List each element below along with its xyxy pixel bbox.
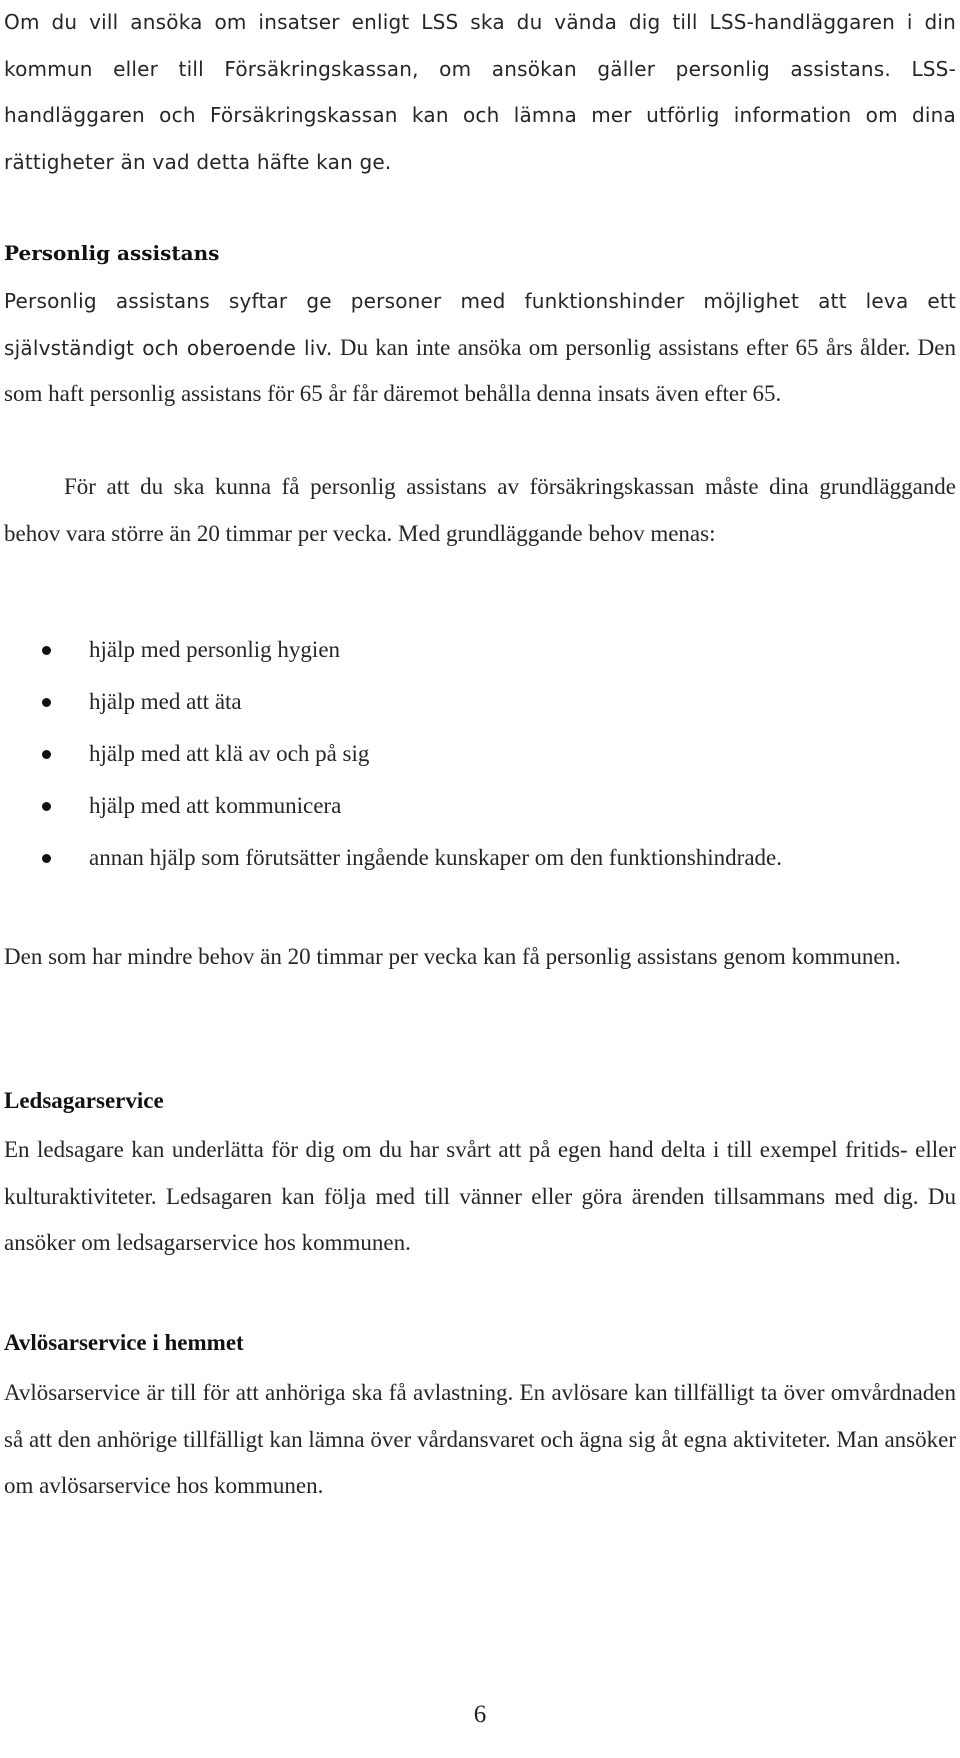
- personlig-assistans-paragraph-1: [4, 278, 956, 418]
- list-item: [0, 832, 956, 884]
- list-item-text: hjälp med personlig hygien: [89, 637, 341, 662]
- ledsagarservice-paragraph: En ledsagare kan underlätta för dig om du har svårt att på egen hand delta i till exempel fritids- eller kulturaktiviteter. Ledsagaren kan följa med till vänner eller göra ärenden tillsammans med dig. Du ansöker om ledsagarservice hos kommunen.: [4, 1137, 956, 1255]
- bullet-icon: [42, 698, 51, 707]
- heading-avlosarservice: Avlösarservice i hemmet: [4, 1330, 244, 1355]
- grundlaggande-behov-list: [0, 624, 956, 884]
- list-item: [0, 624, 956, 676]
- heading-personlig-assistans: Personlig assistans: [4, 241, 220, 265]
- intro-paragraph: Om du vill ansöka om insatser enligt LSS ska du vända dig till LSS-handläggaren i din kommun eller till Försäkringskassan, om ansökan gäller personlig assistans. LSS-handläggaren och Försäkringskassan kan och lämna mer utförlig information om dina rättigheter än vad detta häfte kan ge.: [4, 10, 956, 174]
- list-item: [0, 676, 956, 728]
- heading-ledsagarservice: Ledsagarservice: [4, 1088, 164, 1113]
- page-number: 6: [473, 1701, 487, 1728]
- bullet-icon: [42, 854, 51, 863]
- list-item-text: hjälp med att klä av och på sig: [89, 741, 370, 766]
- bullet-icon: [42, 646, 51, 655]
- list-item-text: hjälp med att kommunicera: [89, 793, 342, 818]
- personlig-assistans-paragraph-1-rest: Du kan inte ansöka om personlig assistans efter 65 års ålder. Den som haft personlig assistans för 65 år får däremot behålla denna insats även efter 65.: [4, 334, 956, 406]
- list-item: [0, 780, 956, 832]
- bullet-icon: [42, 750, 51, 759]
- list-item-text: hjälp med att äta: [89, 689, 242, 714]
- personlig-assistans-paragraph-3: Den som har mindre behov än 20 timmar per vecka kan få personlig assistans genom kommunen.: [4, 944, 901, 969]
- list-item-text: annan hjälp som förutsätter ingående kunskaper om den funktionshindrade.: [89, 845, 783, 870]
- list-item: [0, 728, 956, 780]
- personlig-assistans-paragraph-2: För att du ska kunna få personlig assistans av försäkringskassan måste dina grundläggande behov vara större än 20 timmar per vecka. Med grundläggande behov menas:: [4, 474, 956, 546]
- personlig-assistans-paragraph-1-sans: Personlig assistans syftar ge personer med funktionshinder möjlighet att leva ett självständigt och oberoende liv.: [4, 289, 956, 360]
- bullet-icon: [42, 802, 51, 811]
- avlosarservice-paragraph: Avlösarservice är till för att anhöriga ska få avlastning. En avlösare kan tillfälligt ta över omvårdnaden så att den anhörige tillfälligt kan lämna över vårdansvaret och ägna sig åt egna aktiviteter. Man ansöker om avlösarservice hos kommunen.: [4, 1380, 956, 1498]
